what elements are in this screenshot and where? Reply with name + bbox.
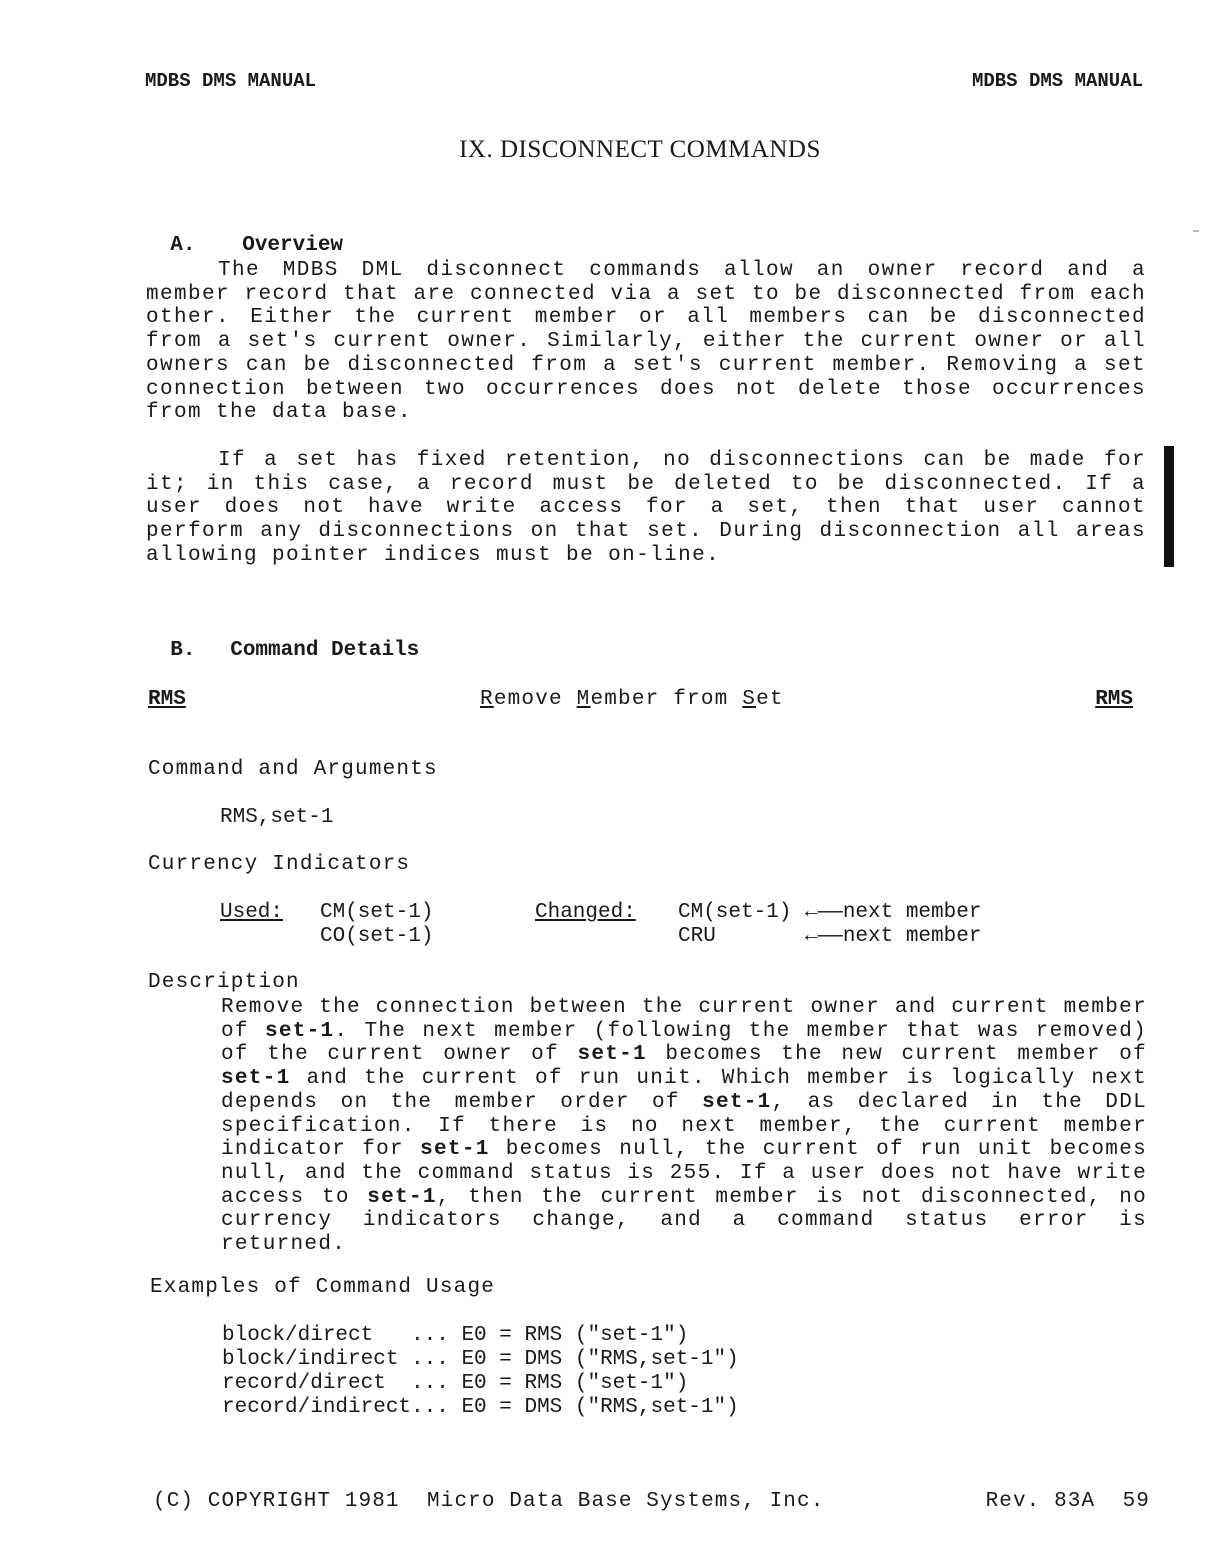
example-code: E0 = DMS ("RMS,set-1") bbox=[461, 1348, 739, 1371]
command-code-right: RMS bbox=[1095, 688, 1133, 711]
description-text: and the current of run unit. Which member is logically next depends on the member order of bbox=[221, 1067, 1147, 1114]
changed-arrow-row bbox=[805, 901, 981, 925]
description-text: , then the current member is not disconnected, no currency indicators change, and a command status error is returned. bbox=[221, 1185, 1147, 1257]
description-text: becomes the new current member of bbox=[646, 1043, 1147, 1067]
changed-arrow-row bbox=[805, 925, 981, 949]
args-heading: Command and Arguments bbox=[148, 758, 438, 781]
command-syntax: RMS,set-1 bbox=[220, 806, 334, 829]
running-header-right: MDBS DMS MANUAL bbox=[971, 70, 1143, 92]
command-title bbox=[480, 688, 784, 712]
scan-speck bbox=[1193, 230, 1199, 232]
used-indicator: CM(set-1) bbox=[320, 901, 434, 924]
description-set-name: set-1 bbox=[367, 1185, 437, 1209]
command-code-left: RMS bbox=[148, 688, 186, 711]
changed-value: next member bbox=[842, 925, 982, 948]
currency-heading: Currency Indicators bbox=[148, 853, 411, 876]
example-dots: ... bbox=[411, 1396, 462, 1419]
example-dots: ... bbox=[411, 1348, 462, 1371]
description-body bbox=[221, 996, 1147, 1257]
description-text: Remove the connection between the current owner and current member of bbox=[221, 996, 1147, 1043]
example-dots: ... bbox=[411, 1324, 462, 1347]
command-title-initial: R bbox=[480, 688, 494, 711]
used-label: Used: bbox=[220, 901, 284, 924]
changed-indicator: CM(set-1) bbox=[678, 901, 792, 924]
example-row bbox=[222, 1348, 739, 1372]
command-title-rest: ember from bbox=[590, 688, 743, 711]
running-header-left: MDBS DMS MANUAL bbox=[145, 70, 317, 92]
example-mode: block/indirect bbox=[222, 1348, 412, 1371]
changed-value: next member bbox=[842, 901, 982, 924]
example-code: E0 = DMS ("RMS,set-1") bbox=[461, 1396, 739, 1419]
section-a-title: Overview bbox=[242, 233, 344, 257]
command-title-rest: emove bbox=[493, 688, 577, 711]
description-set-name: set-1 bbox=[420, 1138, 490, 1162]
description-set-name: set-1 bbox=[264, 1019, 335, 1043]
command-title-initial: M bbox=[576, 688, 591, 711]
example-mode: block/direct bbox=[222, 1324, 412, 1347]
left-arrow-icon: ←—— bbox=[805, 901, 843, 924]
command-title-initial: S bbox=[742, 688, 757, 711]
section-b-title: Command Details bbox=[230, 638, 420, 662]
description-set-name: set-1 bbox=[577, 1043, 647, 1067]
example-code: E0 = RMS ("set-1") bbox=[461, 1324, 689, 1347]
section-b-heading bbox=[145, 615, 419, 662]
chapter-title: IX. DISCONNECT COMMANDS bbox=[459, 136, 821, 163]
command-title-rest: et bbox=[756, 688, 784, 711]
description-set-name: set-1 bbox=[702, 1090, 772, 1114]
example-row bbox=[222, 1396, 739, 1420]
section-a-heading bbox=[145, 210, 343, 257]
overview-paragraph-2: If a set has fixed retention, no disconnections can be made for it; in this case, a record must be deleted to be disconnected. If a user does not have write access for a set, then that user cannot perform any disconnections on that set. During disconnection all areas allowing pointer indices must be on-line. bbox=[146, 449, 1146, 567]
section-b-label: B. bbox=[170, 638, 196, 662]
revision-change-bar bbox=[1164, 446, 1174, 567]
footer-revision: Rev. 83A 59 bbox=[985, 1490, 1150, 1513]
footer-copyright: (C) COPYRIGHT 1981 Micro Data Base Systems, Inc. bbox=[153, 1490, 825, 1513]
overview-paragraph-1: The MDBS DML disconnect commands allow an owner record and a member record that are connected via a set to be disconnected from each other. Either the current member or all members can be disconnected from a set's current owner. Similarly, either the current owner or all owners can be disconnected from a set's current member. Removing a set connection between two occurrences does not delete those occurrences from the data base. bbox=[146, 259, 1146, 425]
example-dots: ... bbox=[411, 1372, 462, 1395]
left-arrow-icon: ←—— bbox=[805, 925, 843, 948]
example-mode: record/indirect bbox=[222, 1396, 412, 1419]
examples-heading: Examples of Command Usage bbox=[150, 1276, 496, 1299]
examples-list bbox=[222, 1324, 739, 1420]
description-set-name: set-1 bbox=[221, 1067, 291, 1091]
changed-label: Changed: bbox=[535, 901, 636, 924]
example-mode: record/direct bbox=[222, 1372, 412, 1395]
section-a-label: A. bbox=[170, 233, 196, 257]
description-text: becomes null, the current of run unit becomes null, and the command status is 255. If a user does not have write access to bbox=[221, 1138, 1147, 1209]
description-text: . The next member (following the member that was removed) of the current owner of bbox=[221, 1019, 1147, 1067]
description-text: , as declared in the DDL specification. If there is no next member, the current member indicator for bbox=[221, 1090, 1147, 1162]
example-row bbox=[222, 1372, 739, 1396]
example-row bbox=[222, 1324, 739, 1348]
example-code: E0 = RMS ("set-1") bbox=[461, 1372, 689, 1395]
used-indicator: CO(set-1) bbox=[320, 925, 434, 948]
description-heading: Description bbox=[148, 971, 300, 994]
changed-indicator: CRU bbox=[678, 925, 716, 948]
